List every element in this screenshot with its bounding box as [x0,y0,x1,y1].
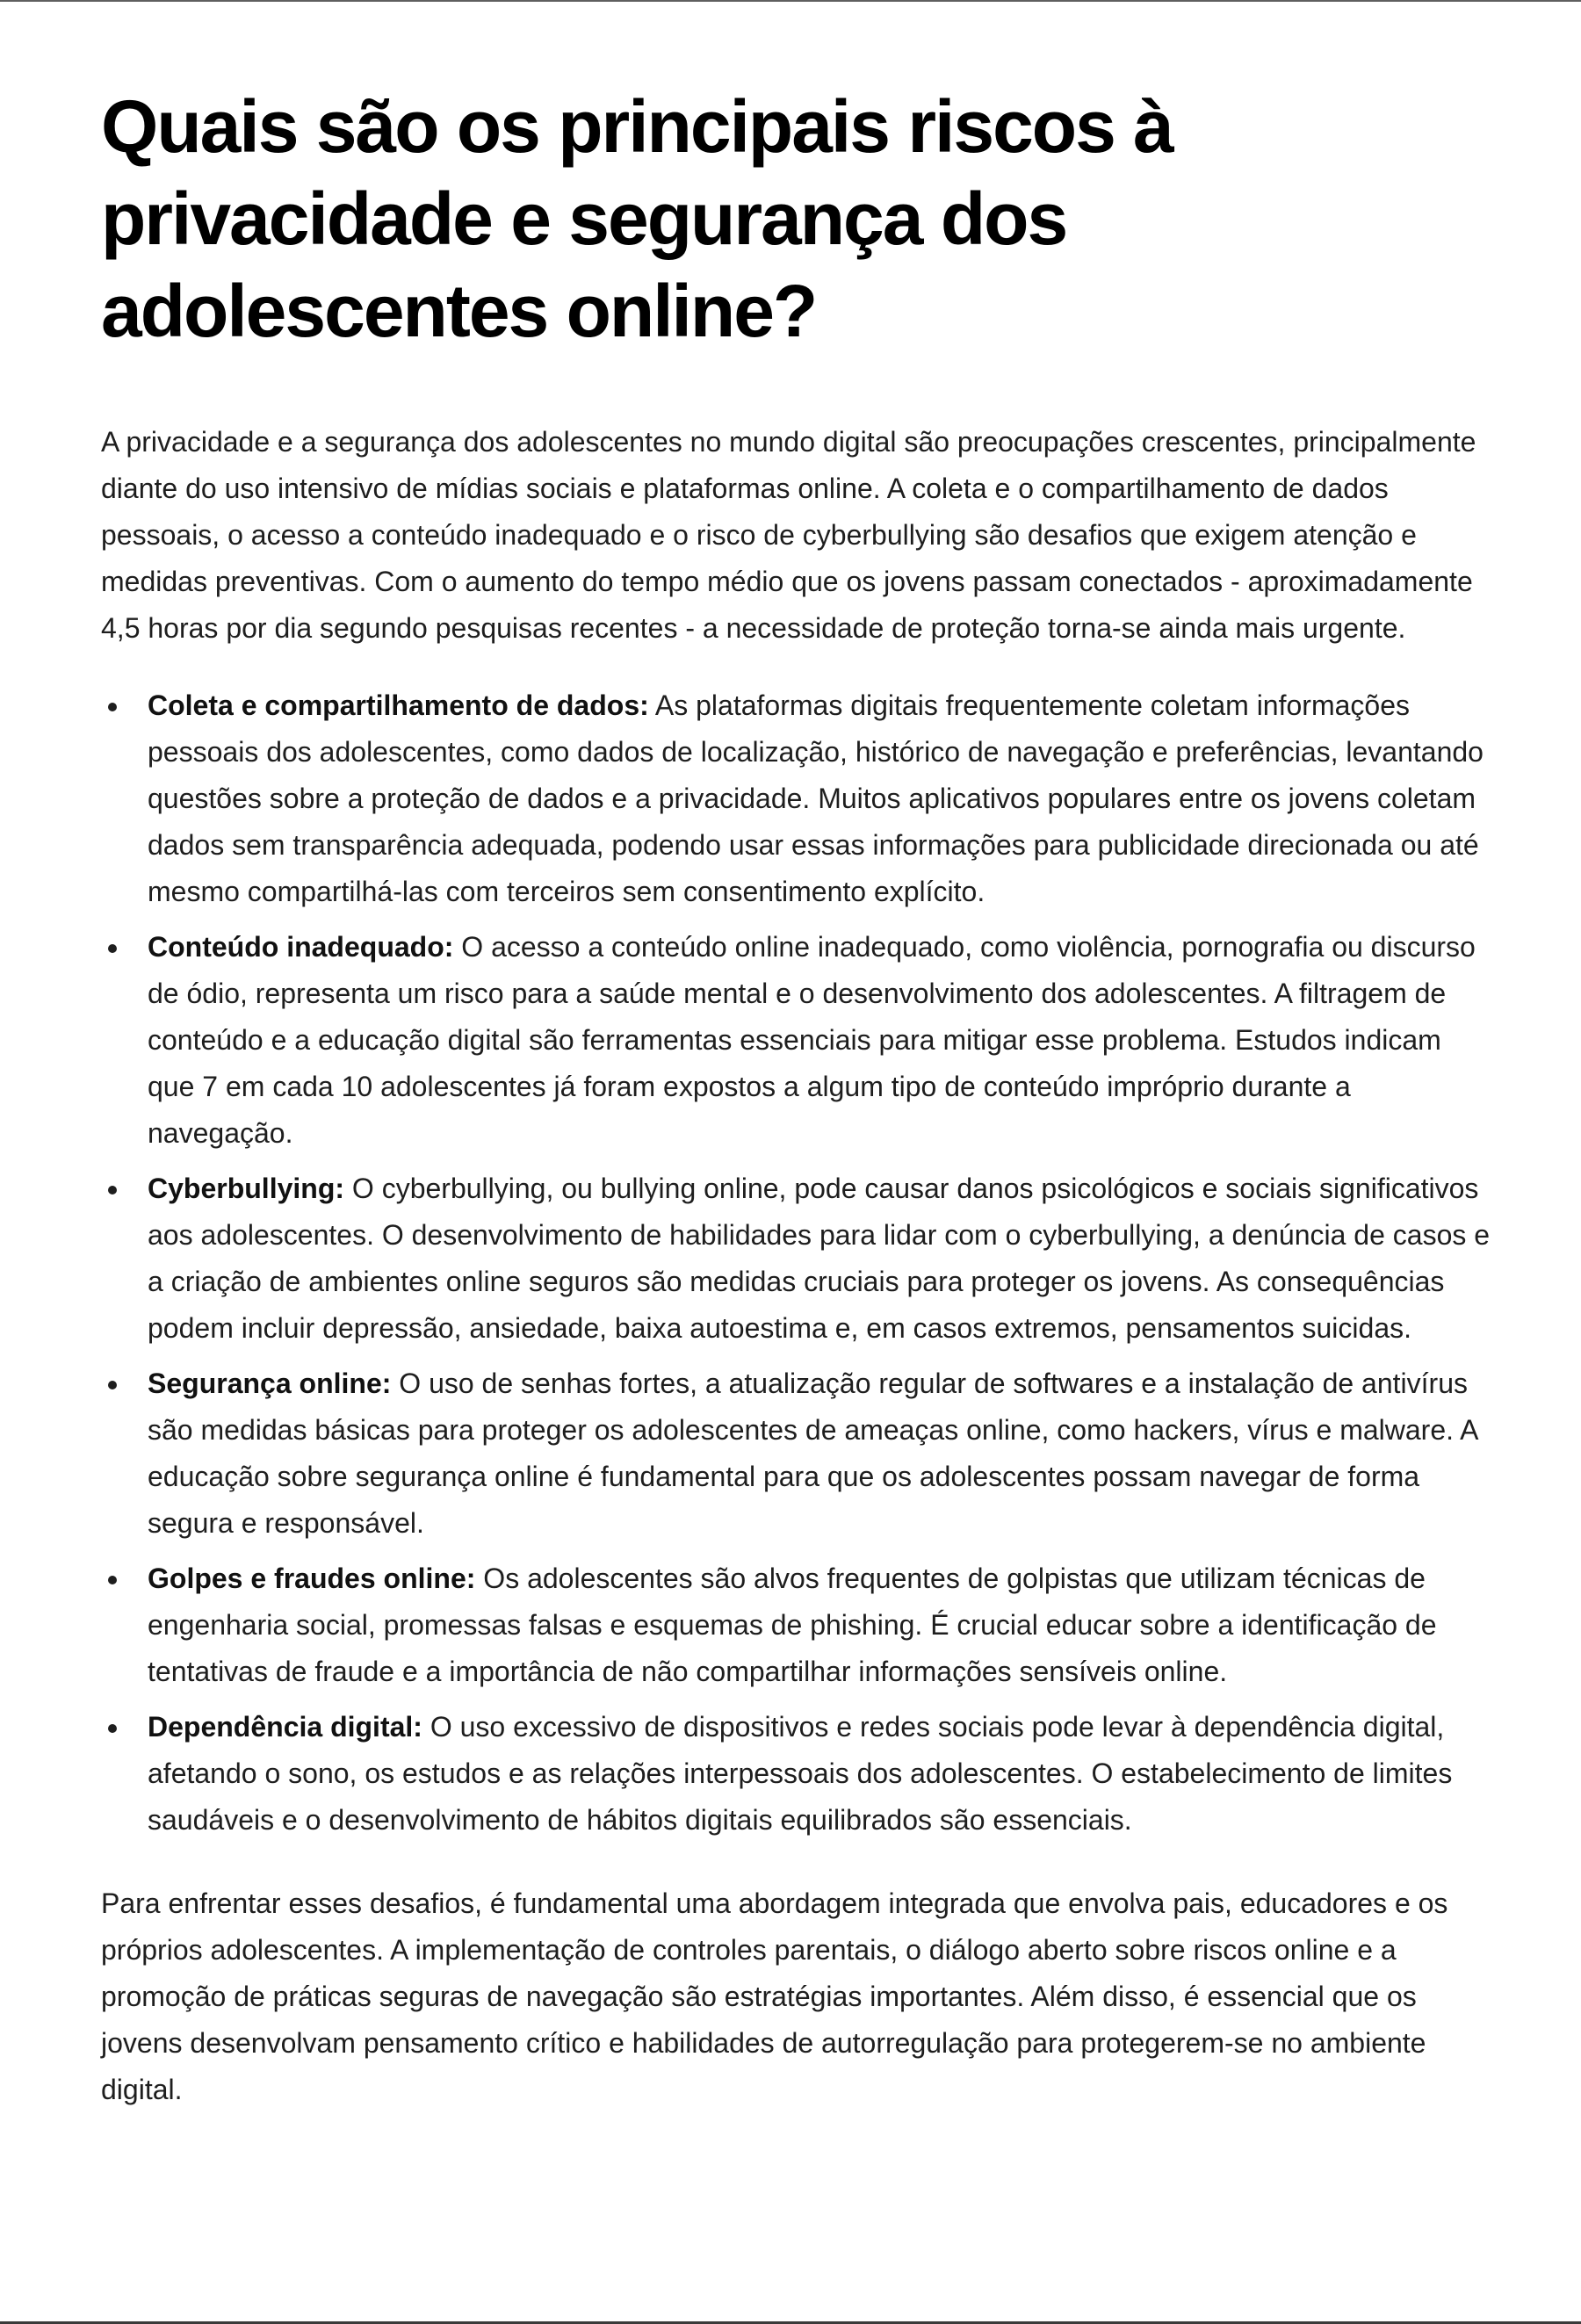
list-item [101,924,1491,1157]
risk-description: O cyberbullying, ou bullying online, pode causar danos psicológicos e sociais significativos aos adolescentes. O desenvolvimento de habilidades para lidar com o cyberbullying, a denúncia de casos e a criação de ambientes online seguros são medidas cruciais para proteger os jovens. As consequências podem incluir depressão, ansiedade, baixa autoestima e, em casos extremos, pensamentos suicidas. [148,1173,1491,1344]
risk-term: Golpes e fraudes online: [148,1563,476,1594]
risk-term: Conteúdo inadequado: [148,931,454,963]
risk-term: Cyberbullying: [148,1173,345,1204]
list-item [101,682,1491,915]
intro-paragraph: A privacidade e a segurança dos adolescentes no mundo digital são preocupações crescentes, principalmente diante do uso intensivo de mídias sociais e plataformas online. A coleta e o compartilhamento de dados pessoais, o acesso a conteúdo inadequado e o risco de cyberbullying são desafios que exigem atenção e medidas preventivas. Com o aumento do tempo médio que os jovens passam conectados - aproximadamente 4,5 horas por dia segundo pesquisas recentes - a necessidade de proteção torna-se ainda mais urgente. [101,426,1476,644]
bullet-icon [108,703,117,711]
risk-term: Segurança online: [148,1368,392,1399]
article [101,81,1491,2113]
list-item [101,1555,1491,1695]
bullet-icon [108,1381,117,1389]
risk-description: O uso de senhas fortes, a atualização regular de softwares e a instalação de antivírus são medidas básicas para proteger os adolescentes de ameaças online, como hackers, vírus e malware. A educação sobre segurança online é fundamental para que os adolescentes possam navegar de forma segura e responsável. [148,1368,1477,1539]
bullet-icon [108,1186,117,1194]
risk-term: Coleta e compartilhamento de dados: [148,689,649,721]
risk-description: O acesso a conteúdo online inadequado, como violência, pornografia ou discurso de ódio, representa um risco para a saúde mental e o desenvolvimento dos adolescentes. A filtragem de conteúdo e a educação digital são ferramentas essenciais para mitigar esse problema. Estudos indicam que 7 em cada 10 adolescentes já foram expostos a algum tipo de conteúdo impróprio durante a navegação. [148,931,1476,1149]
article-title: Quais são os principais riscos à privacidade e segurança dos adolescentes online? [101,85,1173,352]
risk-description: As plataformas digitais frequentemente coletam informações pessoais dos adolescentes, como dados de localização, histórico de navegação e preferências, levantando questões sobre a proteção de dados e a privacidade. Muitos aplicativos populares entre os jovens coletam dados sem transparência adequada, podendo usar essas informações para publicidade direcionada ou até mesmo compartilhá-las com terceiros sem consentimento explícito. [148,689,1484,907]
risk-description: O uso excessivo de dispositivos e redes sociais pode levar à dependência digital, afetando o sono, os estudos e as relações interpessoais dos adolescentes. O estabelecimento de limites saudáveis e o desenvolvimento de hábitos digitais equilibrados são essenciais. [148,1711,1453,1836]
conclusion-paragraph: Para enfrentar esses desafios, é fundamental uma abordagem integrada que envolva pais, educadores e os próprios adolescentes. A implementação de controles parentais, o diálogo aberto sobre riscos online e a promoção de práticas seguras de navegação são estratégias importantes. Além disso, é essencial que os jovens desenvolvam pensamento crítico e habilidades de autorregulação para protegerem-se no ambiente digital. [101,1887,1448,2105]
top-divider [0,0,1581,2]
bullet-icon [108,1724,117,1733]
risk-term: Dependência digital: [148,1711,422,1743]
risk-description: Os adolescentes são alvos frequentes de golpistas que utilizam técnicas de engenharia social, promessas falsas e esquemas de phishing. É crucial educar sobre a identificação de tentativas de fraude e a importância de não compartilhar informações sensíveis online. [148,1563,1437,1687]
risk-list [101,682,1491,1844]
list-item [101,1166,1491,1352]
bullet-icon [108,1576,117,1584]
list-item [101,1704,1491,1844]
bullet-icon [108,944,117,953]
list-item [101,1360,1491,1547]
